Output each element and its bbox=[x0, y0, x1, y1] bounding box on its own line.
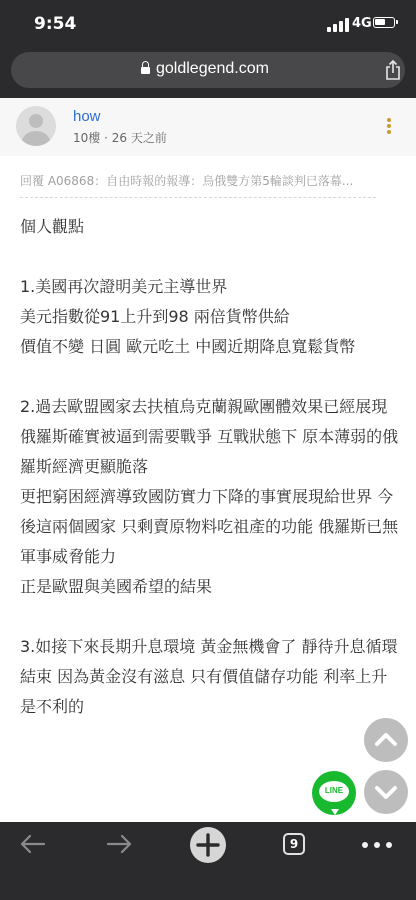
avatar[interactable] bbox=[16, 106, 56, 146]
reply-reference[interactable]: 回覆 A06868：自由時報的報導：烏俄雙方第5輪談判已落幕... bbox=[20, 172, 376, 198]
content-line: 美元指數從91上升到98 兩倍貨幣供給 bbox=[20, 307, 290, 326]
tab-count-button[interactable]: 9 bbox=[283, 833, 305, 855]
url-text[interactable]: goldlegend.com bbox=[156, 60, 269, 77]
line-label: LINE bbox=[324, 786, 344, 795]
content-line: 價值不變 日圓 歐元吃土 中國近期降息寬鬆貨幣 bbox=[20, 337, 356, 356]
status-bar bbox=[0, 0, 416, 48]
browser-toolbar bbox=[0, 822, 416, 900]
content-line: 更把窮困經濟導致國防實力下降的事實展現給世界 今後這兩個國家 只剩賣原物料吃祖產的功能 俄羅斯已無軍事威脅能力 bbox=[20, 487, 399, 566]
scroll-down-button[interactable] bbox=[364, 770, 408, 814]
menu-icon[interactable] bbox=[362, 842, 392, 848]
forward-arrow-icon[interactable] bbox=[104, 832, 136, 856]
signal-strength-icon bbox=[327, 18, 349, 32]
content-line: 個人觀點 bbox=[20, 217, 85, 236]
post-content bbox=[20, 212, 400, 722]
battery-icon bbox=[373, 17, 395, 28]
browser-address-area bbox=[0, 48, 416, 98]
plus-icon bbox=[190, 827, 226, 863]
more-options-icon[interactable] bbox=[386, 118, 392, 134]
floor-number: 10樓 bbox=[73, 131, 101, 145]
line-icon bbox=[319, 781, 349, 802]
content-line: 正是歐盟與美國希望的結果 bbox=[20, 577, 213, 596]
content-gap bbox=[20, 362, 400, 392]
network-type: 4G bbox=[352, 16, 372, 31]
content-gap bbox=[20, 242, 400, 272]
post-meta bbox=[73, 129, 167, 146]
chevron-down-icon bbox=[364, 770, 408, 814]
content-gap bbox=[20, 602, 400, 632]
content-line: 2.過去歐盟國家去扶植烏克蘭親歐團體效果已經展現 俄羅斯確實被逼到需要戰爭 互戰狀態下 原本薄弱的俄羅斯經濟更顯脆落 bbox=[20, 397, 399, 476]
content-line: 1.美國再次證明美元主導世界 bbox=[20, 277, 228, 296]
content-line: 3.如接下來長期升息環境 黃金無機會了 靜待升息循環結束 因為黃金沒有滋息 只有價值儲存功能 利率上升 是不利的 bbox=[20, 637, 398, 716]
lock-icon bbox=[141, 65, 150, 75]
line-share-button[interactable] bbox=[312, 771, 356, 815]
post-age: 26 天之前 bbox=[111, 131, 167, 145]
scroll-up-button[interactable] bbox=[364, 718, 408, 762]
share-icon[interactable] bbox=[385, 60, 401, 80]
author-name[interactable]: how bbox=[73, 108, 101, 125]
new-tab-button[interactable] bbox=[190, 827, 226, 863]
status-time: 9:54 bbox=[34, 14, 77, 34]
chevron-up-icon bbox=[364, 718, 408, 762]
meta-separator: · bbox=[100, 131, 112, 145]
back-arrow-icon[interactable] bbox=[16, 832, 48, 856]
address-bar[interactable] bbox=[11, 52, 405, 88]
post-header bbox=[0, 98, 416, 156]
